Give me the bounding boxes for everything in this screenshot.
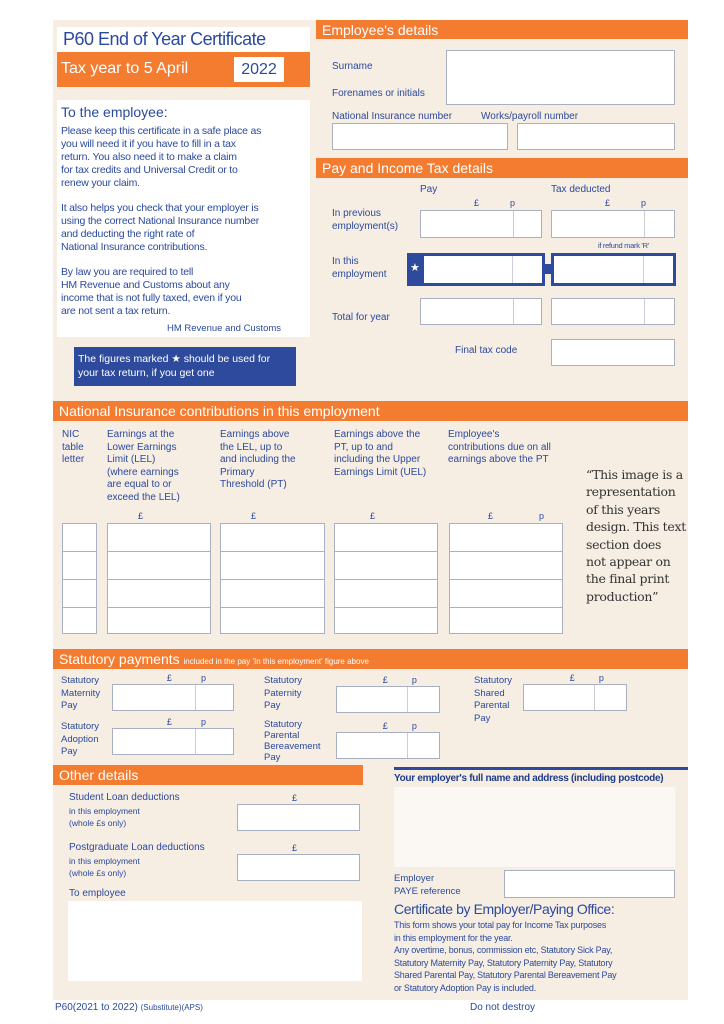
- statutory-payment-input[interactable]: [523, 684, 627, 711]
- paye-reference-input[interactable]: [504, 870, 675, 898]
- statutory-header: [53, 649, 688, 669]
- previous-tax-input[interactable]: [551, 210, 675, 238]
- other-details-header: Other details: [53, 765, 363, 785]
- star-note-text: The figures marked: [78, 353, 169, 365]
- star-icon: ★: [410, 262, 420, 274]
- text-line: using the correct National Insurance number: [61, 215, 260, 227]
- statutory-label: Statutory Adoption Pay: [61, 721, 100, 757]
- student-loan-label: Student Loan deductions in this employment (whole £s only): [69, 792, 180, 828]
- previous-pay-input[interactable]: [420, 210, 542, 238]
- paye-reference-label: Employer PAYE reference: [394, 873, 461, 897]
- ni-header: National Insurance contributions in this employment: [53, 401, 688, 421]
- hmrc-signature: HM Revenue and Customs: [167, 323, 282, 334]
- payroll-number-label: Works/payroll number: [481, 111, 579, 122]
- payroll-number-input[interactable]: [517, 123, 675, 150]
- pence-label: p: [411, 721, 417, 731]
- ni-number-input[interactable]: [332, 123, 508, 150]
- ni-cell-input[interactable]: [107, 579, 211, 608]
- tax-year-label: Tax year to 5 April: [61, 60, 189, 77]
- ni-cell-input[interactable]: [334, 607, 438, 634]
- to-employee-input[interactable]: [68, 901, 362, 981]
- total-pay-input[interactable]: [420, 298, 542, 325]
- text-line: By law you are required to tell: [61, 266, 194, 278]
- pence-label: p: [201, 673, 207, 683]
- text-line: HM Revenue and Customs about any: [61, 279, 230, 291]
- final-tax-code-label: Final tax code: [455, 345, 518, 356]
- ni-cell-input[interactable]: [62, 579, 97, 608]
- pound-label: £: [166, 673, 172, 683]
- to-employee-label: To employee: [69, 888, 126, 899]
- pound-label: £: [605, 198, 611, 208]
- employee-details-header: Employee's details: [316, 20, 688, 39]
- statutory-label: Statutory Parental Bereavement Pay: [264, 719, 321, 763]
- employer-address-heading: Your employer's full name and address (including postcode): [394, 773, 664, 784]
- pound-label: £: [292, 843, 298, 853]
- to-employee-heading: To the employee:: [61, 104, 168, 120]
- total-for-year-label: Total for year: [332, 312, 390, 323]
- postgrad-loan-label: Postgraduate Loan deductions in this employment (whole £s only): [69, 842, 205, 878]
- certificate-body: This form shows your total pay for Income Tax purposes in this employment for the year. Any overtime, bonus, commission etc, Statutory Sick Pay, Statutory Maternity Pay, Statutory Paternity Pay, Statutory Shared Parental Pay, Statutory Parental Bereavement Pay or Statutory Adoption Pay is included.: [394, 920, 617, 993]
- ni-cell-input[interactable]: [334, 551, 438, 580]
- pence-label: p: [411, 675, 417, 685]
- text-line: Please keep this certificate in a safe place as: [61, 125, 262, 137]
- statutory-payment-input[interactable]: [112, 728, 234, 755]
- ni-cell-input[interactable]: [220, 607, 325, 634]
- ni-cell-input[interactable]: [62, 607, 97, 634]
- text-line: income that is not fully taxed, even if you: [61, 292, 242, 304]
- tax-deducted-column-label: Tax deducted: [551, 184, 611, 195]
- text-line: for tax credits and Universal Credit or to: [61, 164, 238, 176]
- statutory-label: Statutory Maternity Pay: [61, 675, 101, 711]
- ni-column-header: Employee's contributions due on all earnings above the PT: [448, 429, 551, 465]
- certificate-heading: Certificate by Employer/Paying Office:: [394, 901, 615, 917]
- pound-label: £: [138, 511, 144, 521]
- ni-cell-input[interactable]: [62, 551, 97, 580]
- ni-cell-input[interactable]: [107, 607, 211, 634]
- ni-column-header: Earnings above the LEL, up to and including the Primary Threshold (PT): [220, 429, 296, 490]
- text-line: It also helps you check that your employer is: [61, 202, 259, 214]
- ni-cell-input[interactable]: [220, 523, 325, 552]
- pound-label: £: [382, 721, 388, 731]
- tax-year-bar: [57, 52, 310, 87]
- ni-cell-input[interactable]: [107, 523, 211, 552]
- star-icon: ★: [171, 353, 181, 365]
- ni-cell-input[interactable]: [449, 523, 563, 552]
- page-title: P60 End of Year Certificate: [63, 29, 266, 49]
- statutory-heading: Statutory payments: [59, 651, 180, 667]
- ni-column-header: Earnings above the PT, up to and including the Upper Earnings Limit (UEL): [334, 429, 427, 478]
- pound-label: £: [488, 511, 494, 521]
- ni-cell-input[interactable]: [107, 551, 211, 580]
- ni-cell-input[interactable]: [220, 579, 325, 608]
- employer-address-input[interactable]: [394, 787, 675, 867]
- pence-label: p: [539, 511, 545, 521]
- to-employee-box: [57, 100, 310, 337]
- ni-cell-input[interactable]: [449, 551, 563, 580]
- ni-cell-input[interactable]: [449, 579, 563, 608]
- statutory-label: Statutory Shared Parental Pay: [474, 675, 513, 724]
- do-not-destroy: Do not destroy: [470, 1002, 536, 1013]
- representation-note: “This image is a representation of this years design. This text section does not appear on the final print production”: [586, 467, 686, 604]
- pound-label: £: [370, 511, 376, 521]
- star-note-text: your tax return, if you get one: [78, 367, 215, 379]
- name-input[interactable]: [446, 50, 675, 105]
- this-employment-pay-input[interactable]: [424, 256, 542, 283]
- pound-label: £: [251, 511, 257, 521]
- pay-column-label: Pay: [420, 184, 438, 195]
- previous-employment-label: In previous employment(s): [332, 208, 399, 232]
- pound-label: £: [569, 673, 575, 683]
- star-note-box: [74, 347, 296, 386]
- text-line: renew your claim.: [61, 177, 140, 189]
- pound-label: £: [474, 198, 480, 208]
- postgrad-loan-input[interactable]: [237, 854, 360, 881]
- ni-cell-input[interactable]: [62, 523, 97, 552]
- ni-column-header: NIC table letter: [62, 429, 85, 465]
- to-employee-text: [61, 125, 306, 318]
- total-tax-input[interactable]: [551, 298, 675, 325]
- statutory-label: Statutory Paternity Pay: [264, 675, 303, 711]
- pence-label: p: [201, 717, 207, 727]
- text-line: and deducting the right rate of: [61, 228, 195, 240]
- text-line: you will need it if you have to fill in a tax: [61, 138, 236, 150]
- ni-number-label: National Insurance number: [332, 111, 453, 122]
- ni-cell-input[interactable]: [334, 523, 438, 552]
- tax-year-value: 2022: [234, 57, 284, 82]
- text-line: return. You also need it to make a claim: [61, 151, 237, 163]
- statutory-payment-input[interactable]: [112, 684, 234, 711]
- statutory-subheading: included in the pay 'In this employment' figure above: [183, 657, 369, 666]
- forenames-label: Forenames or initials: [332, 88, 425, 99]
- pence-label: p: [641, 198, 647, 208]
- this-employment-label: In this employment: [332, 256, 387, 280]
- surname-label: Surname: [332, 61, 373, 72]
- ni-cell-input[interactable]: [220, 551, 325, 580]
- statutory-payment-input[interactable]: [336, 732, 440, 759]
- this-employment-tax-input[interactable]: [551, 253, 676, 286]
- pay-tax-header: Pay and Income Tax details: [316, 158, 688, 178]
- ni-column-header: Earnings at the Lower Earnings Limit (LEL) (where earnings are equal to or exceed the LEL): [107, 429, 180, 503]
- ni-cell-input[interactable]: [334, 579, 438, 608]
- form-id: P60(2021 to 2022) (Substitute)(APS): [55, 1002, 203, 1013]
- text-line: National Insurance contributions.: [61, 241, 208, 253]
- pence-label: p: [598, 673, 604, 683]
- pound-label: £: [382, 675, 388, 685]
- pence-label: p: [510, 198, 516, 208]
- statutory-payment-input[interactable]: [336, 686, 440, 713]
- this-employment-pay-frame: [407, 253, 545, 286]
- student-loan-input[interactable]: [237, 804, 360, 831]
- divider: [394, 767, 688, 770]
- text-line: are not sent a tax return.: [61, 305, 171, 317]
- ni-cell-input[interactable]: [449, 607, 563, 634]
- pound-label: £: [292, 793, 298, 803]
- final-tax-code-input[interactable]: [551, 339, 675, 366]
- title-box: [57, 27, 310, 52]
- refund-note: if refund mark 'R': [598, 241, 649, 250]
- star-note-text: should be used for: [183, 353, 271, 365]
- pound-label: £: [166, 717, 172, 727]
